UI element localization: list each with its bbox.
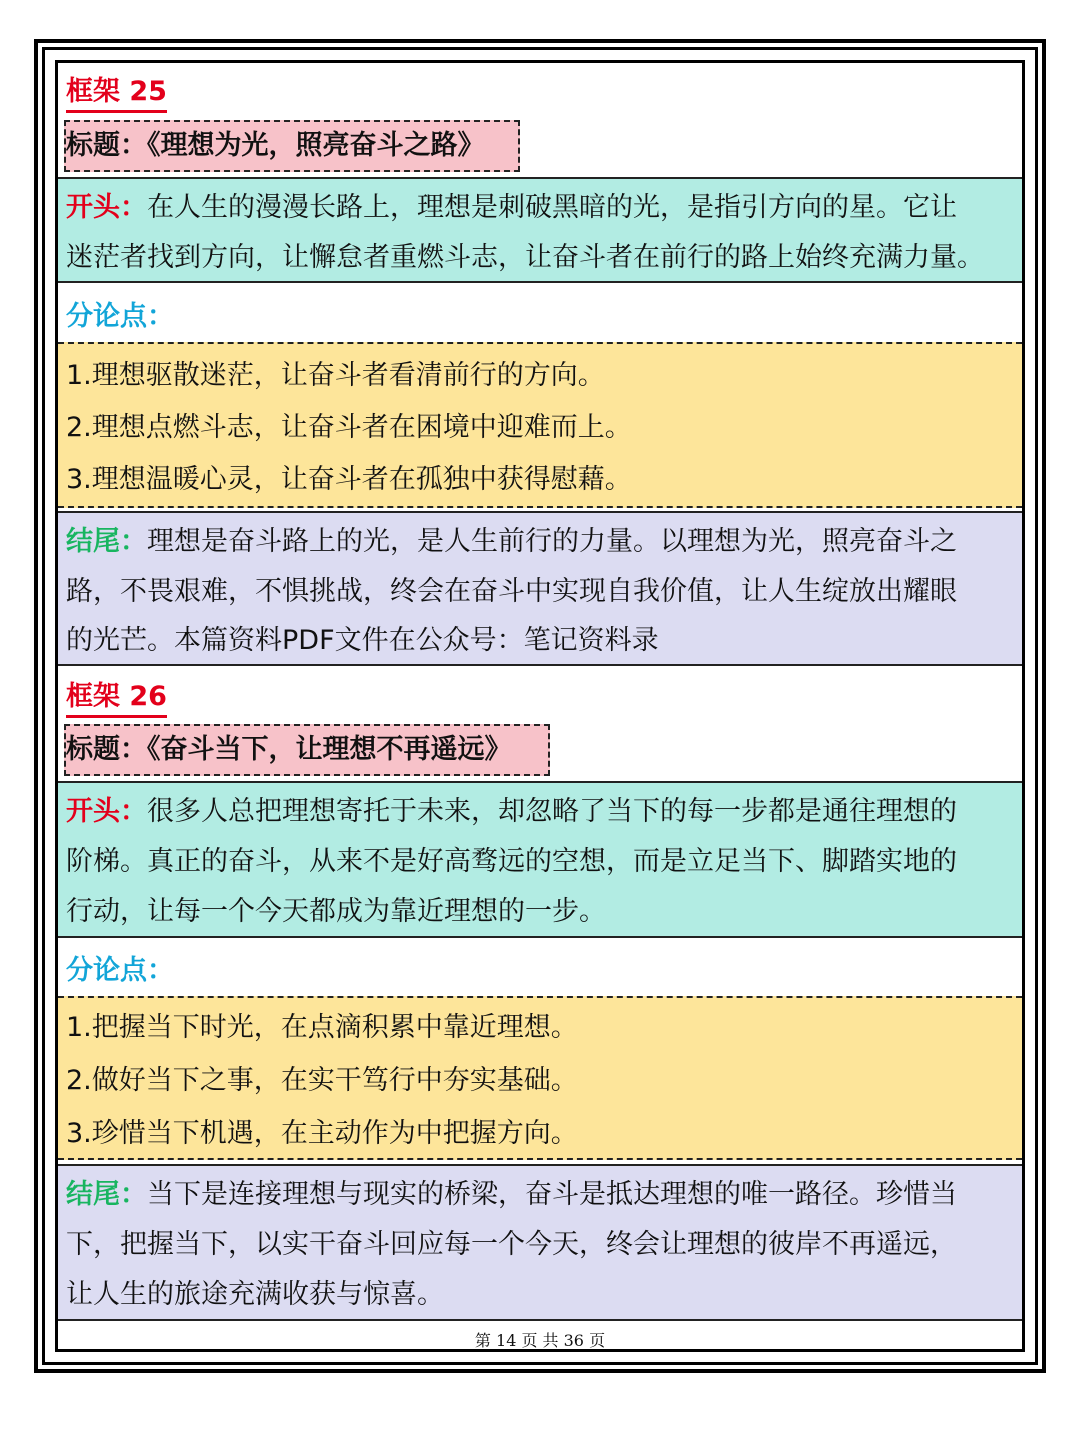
frame-25-intro-line-1: 开头：在人生的漫漫长路上，理想是刺破黑暗的光，是指引方向的星。它让	[66, 192, 957, 223]
frame-25-point-3: 3.理想温暖心灵，让奋斗者在孤独中获得慰藉。	[66, 464, 632, 495]
frame-25-ending-line-3: 的光芒。本篇资料PDF文件在公众号：笔记资料录	[66, 625, 659, 656]
page-footer: 第 14 页 共 36 页	[474, 1331, 606, 1350]
frame-26-intro	[58, 781, 1022, 938]
frame-26-points	[58, 996, 1022, 1160]
frame-25-title: 标题：《理想为光，照亮奋斗之路》	[64, 120, 520, 172]
frame-26-point-2: 2.做好当下之事，在实干笃行中夯实基础。	[66, 1065, 578, 1096]
frame-25-ending-line-1: 结尾：理想是奋斗路上的光，是人生前行的力量。以理想为光，照亮奋斗之	[66, 526, 957, 557]
frame-25-point-2: 2.理想点燃斗志，让奋斗者在困境中迎难而上。	[66, 412, 632, 443]
frame-26-point-3: 3.珍惜当下机遇，在主动作为中把握方向。	[66, 1118, 578, 1149]
frame-25-intro	[58, 177, 1022, 283]
frame-25-point-1: 1.理想驱散迷茫，让奋斗者看清前行的方向。	[66, 360, 605, 391]
frame-25-ending	[58, 511, 1022, 666]
frame-25-points	[58, 342, 1022, 508]
frame-26-intro-line-2: 阶梯。真正的奋斗，从来不是好高骛远的空想，而是立足当下、脚踏实地的	[66, 846, 957, 877]
frame-26-ending-line-2: 下，把握当下，以实干奋斗回应每一个今天，终会让理想的彼岸不再遥远，	[66, 1229, 957, 1260]
frame-26-label: 框架 26	[66, 679, 167, 718]
frame-25-label: 框架 25	[66, 74, 167, 113]
frame-26-ending-line-1: 结尾：当下是连接理想与现实的桥梁，奋斗是抵达理想的唯一路径。珍惜当	[66, 1179, 957, 1210]
frame-25-intro-label: 开头：	[66, 192, 147, 223]
frame-26-ending-label: 结尾：	[66, 1179, 147, 1210]
frame-26-intro-line-1: 开头：很多人总把理想寄托于未来，却忽略了当下的每一步都是通往理想的	[66, 796, 957, 827]
frame-25-intro-line-2: 迷茫者找到方向，让懈怠者重燃斗志，让奋斗者在前行的路上始终充满力量。	[66, 242, 984, 273]
frame-26-points-label: 分论点：	[66, 955, 174, 986]
frame-26-intro-label: 开头：	[66, 796, 147, 827]
frame-25-ending-line-2: 路，不畏艰难，不惧挑战，终会在奋斗中实现自我价值，让人生绽放出耀眼	[66, 576, 957, 607]
frame-25-ending-label: 结尾：	[66, 526, 147, 557]
frame-26-ending	[58, 1164, 1022, 1321]
frame-25-points-label: 分论点：	[66, 301, 174, 332]
frame-26-point-1: 1.把握当下时光，在点滴积累中靠近理想。	[66, 1012, 578, 1043]
frame-26-intro-line-3: 行动，让每一个今天都成为靠近理想的一步。	[66, 896, 606, 927]
frame-26-title: 标题：《奋斗当下，让理想不再遥远》	[64, 724, 550, 776]
frame-26-ending-line-3: 让人生的旅途充满收获与惊喜。	[66, 1279, 444, 1310]
